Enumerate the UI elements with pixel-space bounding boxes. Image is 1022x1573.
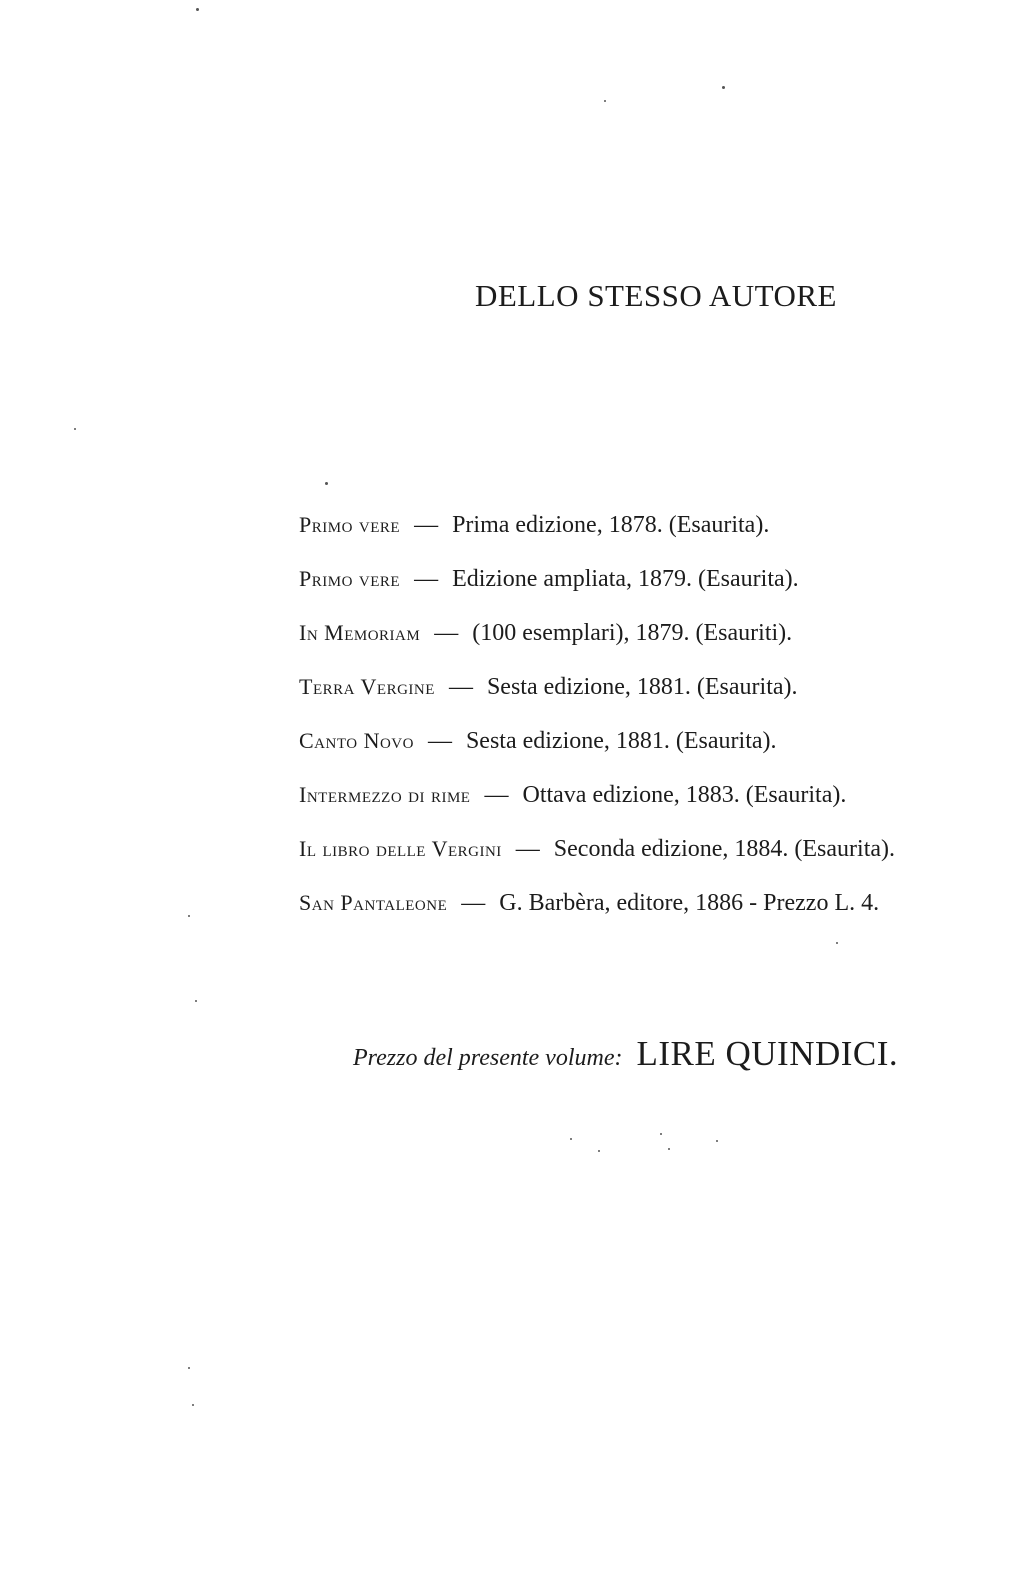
scan-speck xyxy=(604,100,606,102)
scan-speck xyxy=(598,1150,600,1152)
scan-speck xyxy=(716,1140,718,1142)
work-detail: Seconda edizione, 1884. (Esaurita). xyxy=(553,836,896,862)
work-separator: — xyxy=(484,782,509,808)
work-entry xyxy=(299,714,1019,768)
price-value: LIRE QUINDICI. xyxy=(636,1034,899,1073)
scan-speck xyxy=(74,428,76,430)
work-title: San Pantaleone xyxy=(299,890,448,915)
work-separator: — xyxy=(414,512,439,538)
work-title: In Memoriam xyxy=(299,620,421,645)
work-detail: (100 esemplari), 1879. (Esauriti). xyxy=(472,620,793,646)
page-heading: DELLO STESSO AUTORE xyxy=(474,278,837,313)
work-separator: — xyxy=(427,728,452,754)
scan-speck xyxy=(570,1138,572,1140)
scan-speck xyxy=(192,1404,194,1406)
work-detail: Edizione ampliata, 1879. (Esaurita). xyxy=(452,566,799,592)
work-separator: — xyxy=(414,566,439,592)
work-detail: Ottava edizione, 1883. (Esaurita). xyxy=(522,782,847,808)
scan-speck xyxy=(660,1133,662,1135)
scan-speck xyxy=(836,942,838,944)
scan-speck xyxy=(188,1367,190,1369)
work-detail: Prima edizione, 1878. (Esaurita). xyxy=(452,512,770,538)
scan-speck xyxy=(196,8,199,11)
price-label: Prezzo del presente volume: xyxy=(353,1045,623,1071)
work-separator: — xyxy=(515,836,540,862)
work-entry xyxy=(299,822,1019,876)
scan-speck xyxy=(195,1000,197,1002)
work-entry xyxy=(299,606,1019,660)
scan-speck xyxy=(188,915,190,917)
works-list xyxy=(299,498,1019,930)
volume-price xyxy=(353,1034,898,1074)
work-title: Terra Vergine xyxy=(299,674,435,699)
work-title: Il libro delle Vergini xyxy=(299,836,502,861)
work-detail: Sesta edizione, 1881. (Esaurita). xyxy=(486,674,798,700)
work-separator: — xyxy=(448,674,473,700)
work-entry xyxy=(299,768,1019,822)
work-title: Canto Novo xyxy=(299,728,414,753)
work-separator: — xyxy=(461,890,486,916)
scan-speck xyxy=(722,86,725,89)
work-separator: — xyxy=(434,620,459,646)
work-entry xyxy=(299,660,1019,714)
work-entry xyxy=(299,498,1019,552)
scan-speck xyxy=(325,482,328,485)
work-title: Intermezzo di rime xyxy=(299,782,471,807)
work-title: Primo vere xyxy=(299,512,401,537)
work-entry xyxy=(299,876,1019,930)
work-title: Primo vere xyxy=(299,566,401,591)
work-entry xyxy=(299,552,1019,606)
work-detail: Sesta edizione, 1881. (Esaurita). xyxy=(465,728,777,754)
scan-speck xyxy=(668,1148,670,1150)
work-detail: G. Barbèra, editore, 1886 - Prezzo L. 4. xyxy=(499,890,880,916)
